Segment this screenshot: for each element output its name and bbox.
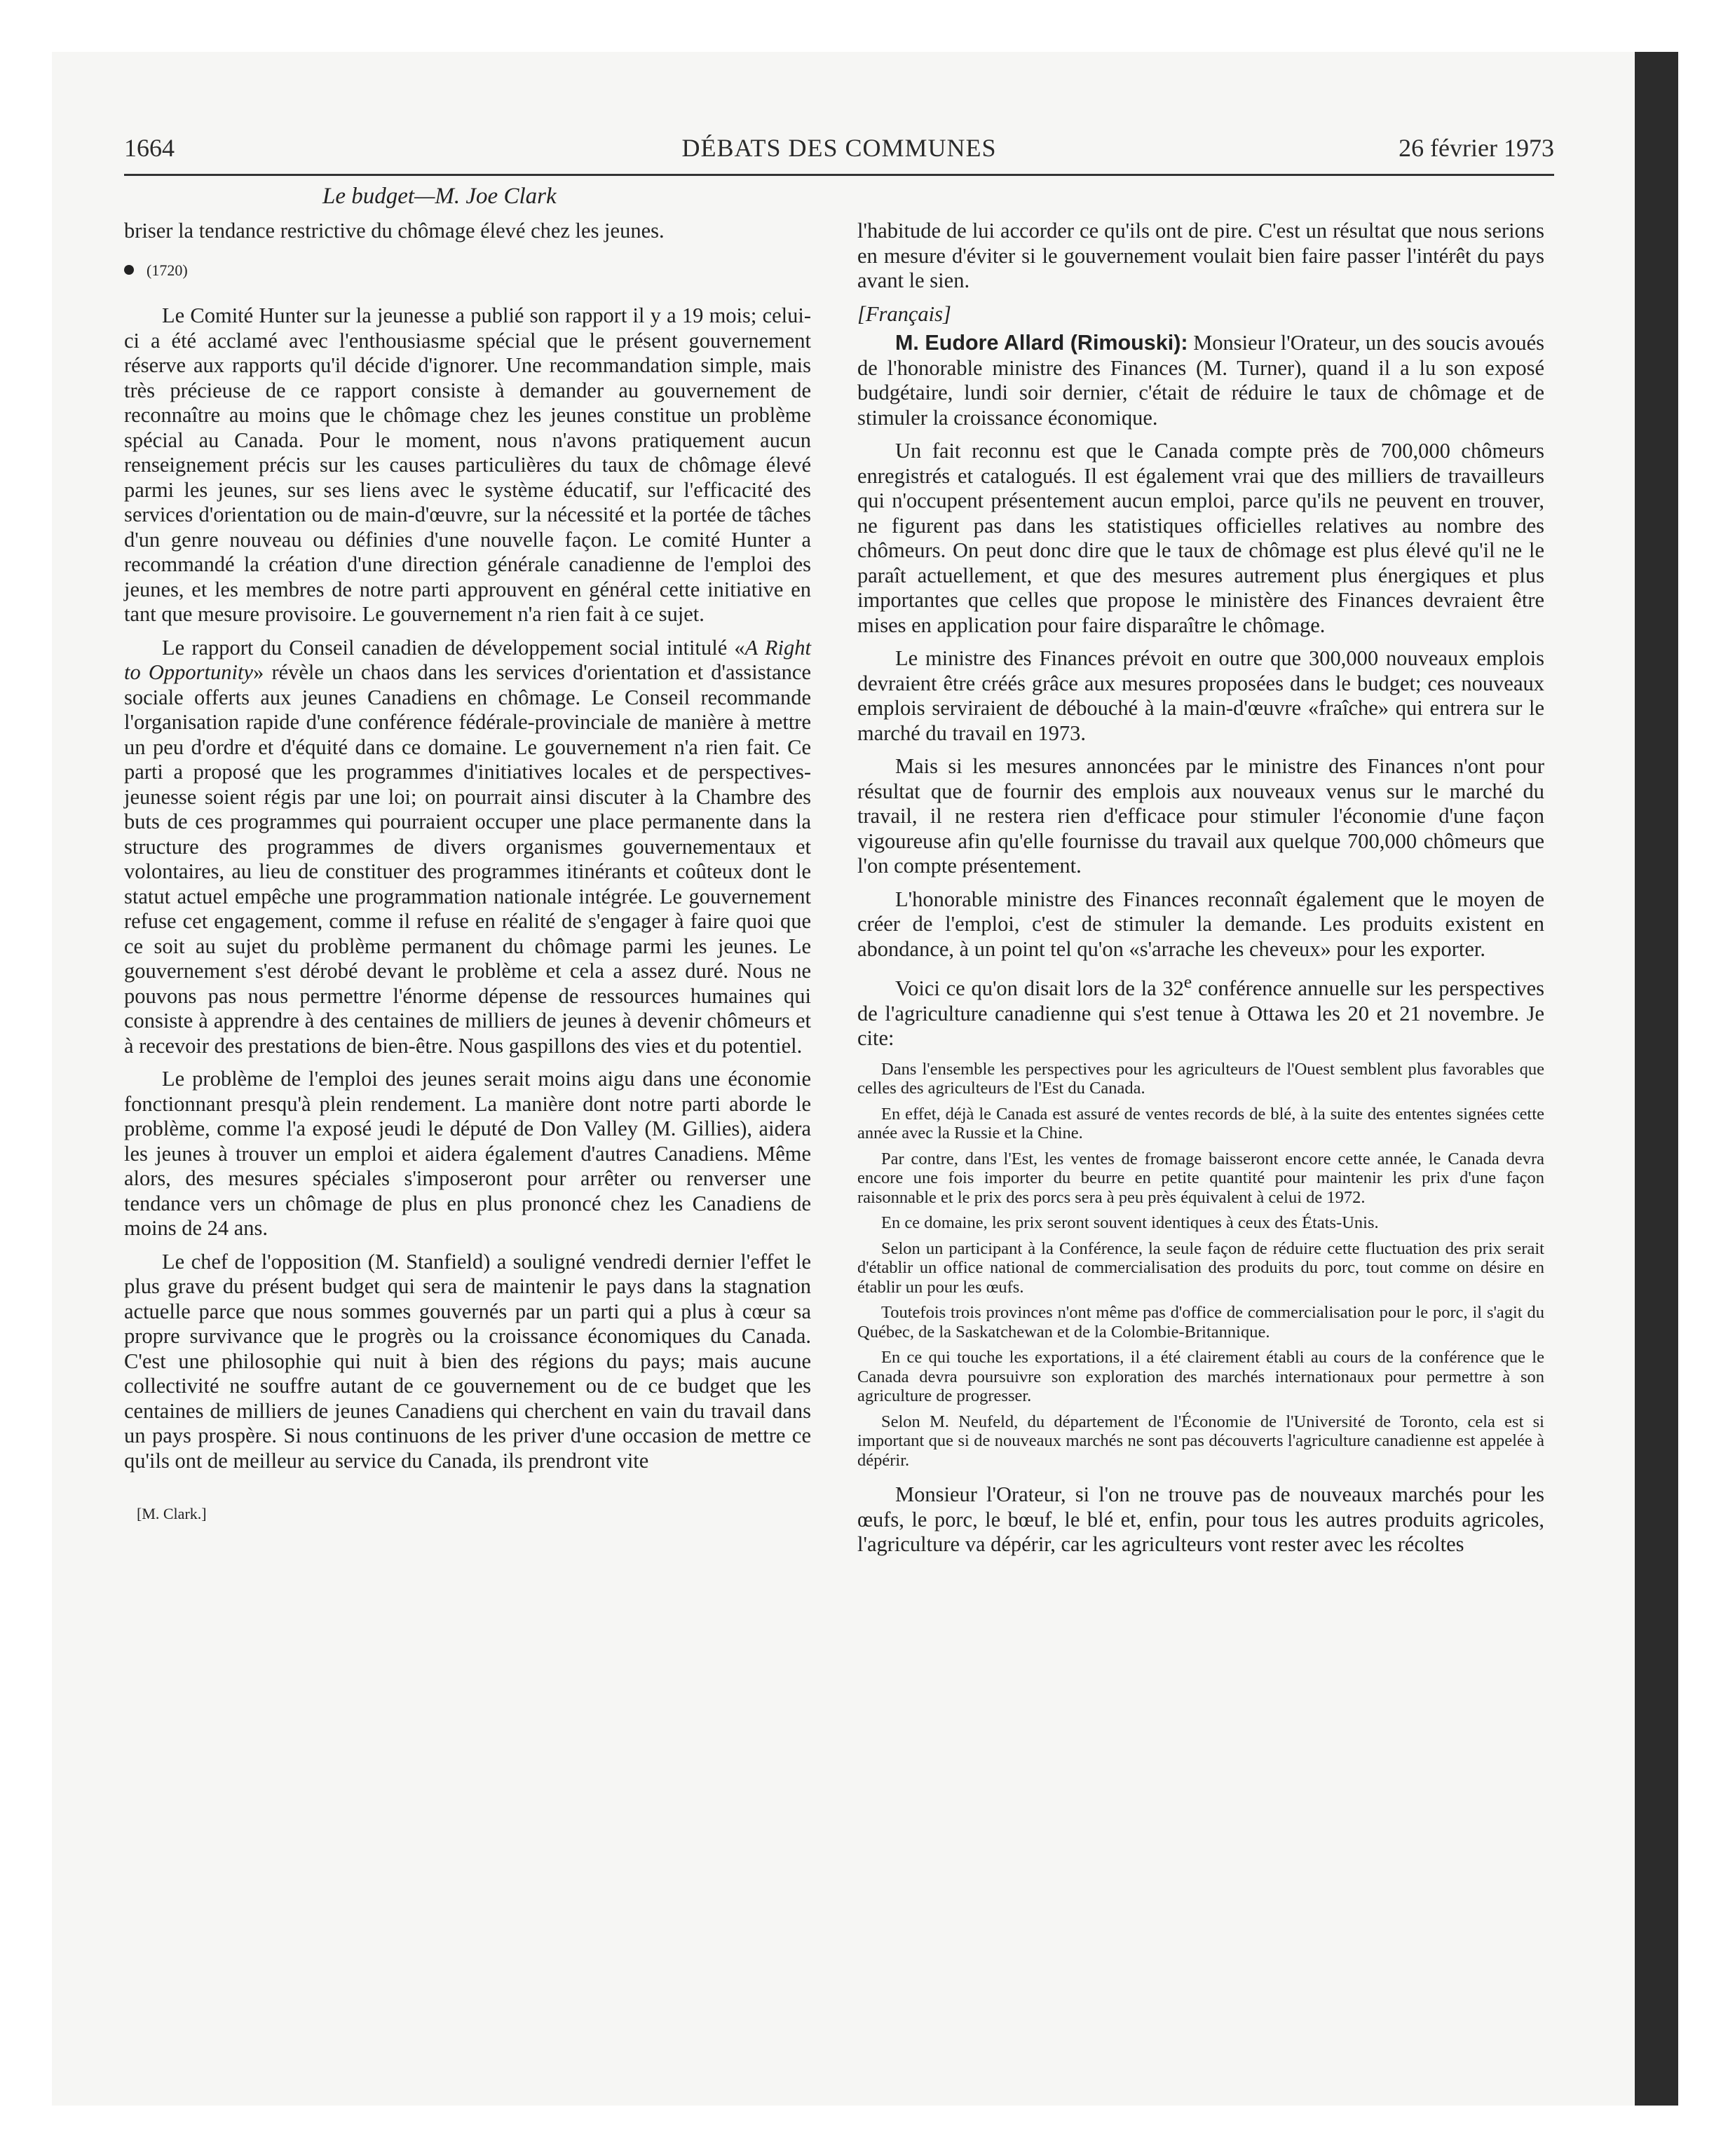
paragraph: Le chef de l'opposition (M. Stanfield) a souligné vendredi dernier l'effet le plus grave du présent budget qui sera de maintenir le pays dans la stagnation actuelle parce que nous sommes gouvernés par un parti qui a plus à cœur sa propre survivance que le progrès ou la croissance économiques du Canada. C'est une philosophie qui nuit à bien des régions du pays; mais aucune collectivité ne souffre autant de ce gouvernement ou de ce budget que les centaines de milliers de jeunes Canadiens qui cherchent en vain du travail dans un pays prospère. Si nous continuons de les priver d'une occasion de mettre ce qu'ils ont de meilleur au service du Canada, ils prendront vite: [124, 1249, 811, 1473]
speaker-footer: [M. Clark.]: [137, 1505, 207, 1522]
paragraph: briser la tendance restrictive du chômage élevé chez les jeunes.: [124, 219, 665, 243]
bullet-icon: [124, 265, 134, 275]
running-subheading: Le budget—M. Joe Clark: [322, 184, 557, 209]
page-header: [124, 133, 1554, 176]
scan-edge-bar: [1635, 52, 1678, 2106]
paragraph: Le Comité Hunter sur la jeunesse a publié son rapport il y a 19 mois; celui-ci a été acclamé avec l'enthousiasme spécial que le présent gouvernement réserve aux rapports qu'il décide d'ignorer. Une recommandation simple, mais très précieuse de ce rapport consiste à demander au gouvernement de reconnaître au moins que le chômage chez les jeunes constitue un problème spécial au Canada. Pour le moment, nous n'avons pratiquement aucun renseignement précis sur les causes particulières du taux de chômage élevé parmi les jeunes, sur ses liens avec le système éducatif, sur l'efficacité des services d'orientation ou de main-d'œuvre, sur la nécessité et la portée de tâches d'un genre nouveau ou définies d'une nouvelle façon. Le comité Hunter a recommandé la création d'une direction générale canadienne de l'emploi des jeunes, et les membres de notre parti approuvent en général cette initiative en tant que mesure provisoire. Le gouvernement n'a rien fait à ce sujet.: [124, 303, 811, 626]
paragraph: [124, 636, 811, 1059]
quote-paragraph: En ce qui touche les exportations, il a été clairement établi au cours de la conférence que le Canada devra poursuivre son exploration des marchés internationaux pour permettre à son agriculture de progresser.: [857, 1348, 1544, 1406]
right-column: [857, 219, 1544, 1566]
ordinal-suffix: e: [1183, 972, 1192, 992]
paragraph: L'honorable ministre des Finances reconnaît également que le moyen de créer de l'emploi, c'est de stimuler la demande. Les produits existent en abondance, à un point tel qu'on «s'arrache les cheveux» pour les exporter.: [857, 887, 1544, 961]
quote-paragraph: Selon un participant à la Conférence, la seule façon de réduire cette fluctuation des prix serait d'établir un office national de commercialisation des produits du porc, tout comme on désire en établir un pour les œufs.: [857, 1239, 1544, 1297]
page-date: 26 février 1973: [1399, 134, 1554, 162]
quote-paragraph: Toutefois trois provinces n'ont même pas d'office de commercialisation pour le porc, il s'agit du Québec, de la Saskatchewan et de la Colombie-Britannique.: [857, 1303, 1544, 1342]
report-title: A Right to Opportunity: [124, 635, 811, 684]
paragraph-text: Le rapport du Conseil canadien de développement social intitulé «: [162, 635, 745, 660]
quote-paragraph: Dans l'ensemble les perspectives pour les agriculteurs de l'Ouest semblent plus favorables que celles des agriculteurs de l'Est du Canada.: [857, 1059, 1544, 1098]
paragraph: Le ministre des Finances prévoit en outre que 300,000 nouveaux emplois devraient être créés grâce aux mesures proposées dans le budget; ces nouveaux emplois serviraient de débouché à la main-d'œuvre «fraîche» qui entrera sur le marché du travail en 1973.: [857, 646, 1544, 745]
page-number: 1664: [124, 134, 175, 162]
paragraph: Mais si les mesures annoncées par le ministre des Finances n'ont pour résultat que de fournir des emplois aux nouveaux venus sur le marché du travail, il ne restera rien d'efficace pour stimuler l'économie d'une façon vigoureuse afin qu'elle fournisse du travail aux quelque 700,000 chômeurs que l'on compte présentement.: [857, 754, 1544, 878]
paragraph: [857, 331, 1544, 430]
block-quote: [857, 1060, 1544, 1471]
paragraph-text: Monsieur l'Orateur, un des soucis avoués de l'honorable ministre des Finances (M. Turner), quand il a lu son exposé budgétaire, lundi soir dernier, c'était de réduire le taux de chômage et de stimuler la croissance économique.: [857, 331, 1544, 430]
speaker-name: M. Eudore Allard (Rimouski):: [895, 331, 1188, 355]
quote-paragraph: En ce domaine, les prix seront souvent identiques à ceux des États-Unis.: [881, 1213, 1379, 1233]
paragraph-text: Voici ce qu'on disait lors de la 32: [895, 976, 1184, 1001]
paragraph-text: » révèle un chaos dans les services d'orientation et d'assistance sociale offerts aux jeunes Canadiens en chômage. Le Conseil recommande l'organisation rapide d'une conférence fédérale-provinciale de manière à mettre un peu d'ordre et d'équité dans ce domaine. Le gouvernement n'a rien fait. Ce parti a proposé que les programmes d'initiatives locales et de perspectives-jeunesse soient régis par une loi; on pourrait ainsi discuter à la Chambre des buts de ces programmes qui pourraient occuper une place permanente dans la structure des programmes de divers organismes gouvernementaux et volontaires, au lieu de constituer des programmes itinérants et coûteux dont le statut actuel empêche une programmation nationale intégrée. Le gouvernement refuse cet engagement, comme il refuse en réalité de s'engager à faire quoi que ce soit au sujet du problème permanent du chômage parmi les jeunes. Le gouvernement s'est dérobé devant le problème et cela a assez duré. Nous ne pouvons pas nous permettre l'énorme dépense de ressources humaines qui consiste à apprendre à des centaines de milliers de jeunes à devenir chômeurs et à recevoir des prestations de bien-être. Nous gaspillons des vies et du potentiel.: [124, 660, 811, 1058]
paragraph: [857, 970, 1544, 1051]
left-column: [124, 219, 811, 1527]
quote-paragraph: Par contre, dans l'Est, les ventes de fromage baisseront encore cette année, le Canada devra encore une fois importer du beurre en petite quantité pour maintenir les prix d'une façon raisonnable et le prix des porcs sera à peu près équivalent à celui de 1972.: [857, 1149, 1544, 1207]
timestamp: [124, 258, 811, 283]
timestamp-text: (1720): [147, 261, 188, 279]
paragraph: Monsieur l'Orateur, si l'on ne trouve pas de nouveaux marchés pour les œufs, le porc, le bœuf, le blé et, enfin, pour tous les autres produits agricoles, l'agriculture va dépérir, car les agriculteurs vont rester avec les récoltes: [857, 1482, 1544, 1557]
language-marker: [Français]: [857, 301, 951, 326]
paragraph: Le problème de l'emploi des jeunes serait moins aigu dans une économie fonctionnant presqu'à plein rendement. La manière dont notre parti aborde le problème, comme l'a exposé jeudi le député de Don Valley (M. Gillies), aidera les jeunes à trouver un emploi et aidera également d'autres Canadiens. Même alors, des mesures spéciales s'imposeront pour arrêter ou renverser une tendance vers un chômage de plus en plus prononcé chez les Canadiens de moins de 24 ans.: [124, 1067, 811, 1240]
paragraph-text: conférence annuelle sur les perspectives de l'agriculture canadienne qui s'est tenue à Ottawa les 20 et 21 novembre. Je cite:: [857, 976, 1544, 1051]
quote-paragraph: En effet, déjà le Canada est assuré de ventes records de blé, à la suite des ententes signées cette année avec la Russie et la Chine.: [857, 1104, 1544, 1143]
paragraph: l'habitude de lui accorder ce qu'ils ont de pire. C'est un résultat que nous serions en mesure d'éviter si le gouvernement voulait bien faire passer l'intérêt du pays avant le sien.: [857, 219, 1544, 292]
quote-paragraph: Selon M. Neufeld, du département de l'Économie de l'Université de Toronto, cela est si important que si de nouveaux marchés ne sont pas découverts l'agriculture canadienne est appelée à dépérir.: [857, 1412, 1544, 1470]
paragraph: Un fait reconnu est que le Canada compte près de 700,000 chômeurs enregistrés et catalogués. Il est également vrai que des milliers de travailleurs qui n'occupent présentement aucun emploi, parce qu'ils ne peuvent en trouver, ne figurent pas dans les statistiques officielles relatives au nombre des chômeurs. On peut donc dire que le taux de chômage est plus élevé qu'il ne le paraît actuellement, et que des mesures autrement plus énergiques et plus importantes que celles que propose le ministère des Finances devraient être mises en application pour faire disparaître le chômage.: [857, 439, 1544, 637]
publication-title: DÉBATS DES COMMUNES: [681, 134, 997, 162]
